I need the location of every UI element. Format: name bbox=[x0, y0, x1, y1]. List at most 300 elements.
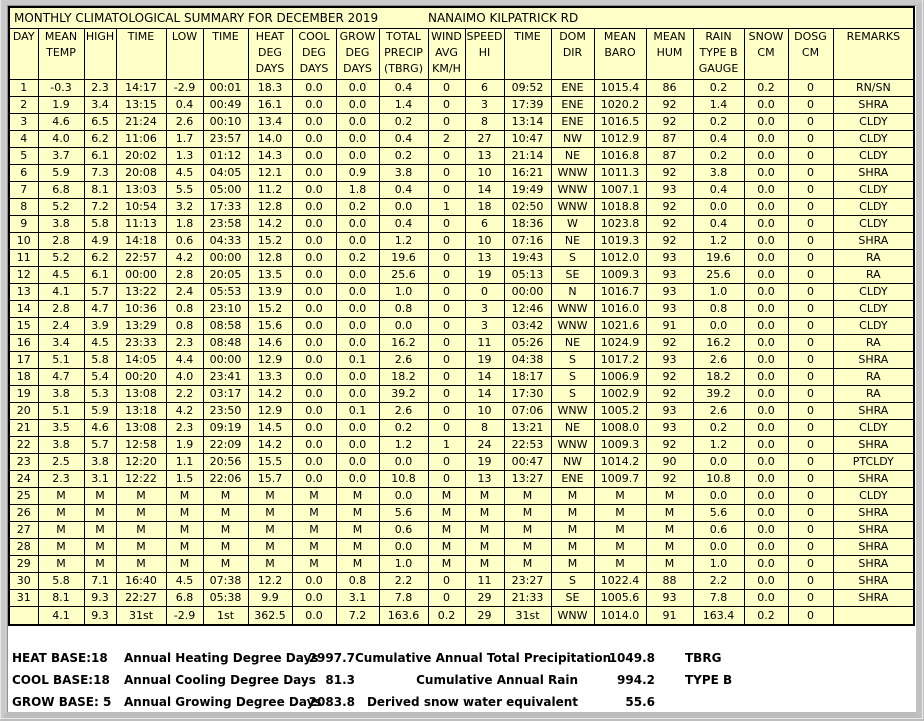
cell-snow-cm: 0.0 bbox=[744, 420, 788, 437]
cell-total-precip: 3.8 bbox=[379, 165, 428, 182]
cell-day: 30 bbox=[9, 573, 38, 590]
cell-remarks: CLDY bbox=[833, 148, 914, 165]
cell-wind-avg: 0 bbox=[428, 301, 465, 318]
col-header-line: SNOW bbox=[748, 30, 784, 43]
cell-day: 21 bbox=[9, 420, 38, 437]
cell-speed-hi: 19 bbox=[465, 454, 504, 471]
cell-high-time: 13:08 bbox=[116, 420, 166, 437]
cell-wind-avg: 0 bbox=[428, 352, 465, 369]
cell-day: 31 bbox=[9, 590, 38, 607]
col-header-line: HIGH bbox=[85, 30, 115, 43]
cell-rain-typeb: 0.2 bbox=[693, 114, 744, 131]
cell-mean-baro: 1011.3 bbox=[594, 165, 646, 182]
cell-grow-deg-days: 0.1 bbox=[336, 403, 379, 420]
cell-dosg-cm: 0 bbox=[788, 114, 833, 131]
cell-wind-avg: 0 bbox=[428, 233, 465, 250]
cell-low-time: 20:56 bbox=[203, 454, 248, 471]
cell-mean-baro: 1002.9 bbox=[594, 386, 646, 403]
cell-wind-avg: 0 bbox=[428, 216, 465, 233]
col-header-wind-avg bbox=[428, 29, 465, 80]
cell-rain-typeb: 1.2 bbox=[693, 233, 744, 250]
cell-high-time: 10:36 bbox=[116, 301, 166, 318]
cell-dosg-cm: 0 bbox=[788, 539, 833, 556]
cell-low: M bbox=[166, 556, 203, 573]
col-header-dom-dir bbox=[551, 29, 594, 80]
summary-high-time: 31st bbox=[116, 607, 166, 626]
cell-mean-temp: 2.3 bbox=[38, 471, 84, 488]
cell-dom-dir: WNW bbox=[551, 182, 594, 199]
col-header-high-time bbox=[116, 29, 166, 80]
day-row bbox=[9, 233, 914, 250]
cell-high-time: 22:27 bbox=[116, 590, 166, 607]
cell-mean-baro: 1024.9 bbox=[594, 335, 646, 352]
cell-wind-avg: 1 bbox=[428, 199, 465, 216]
cell-grow-deg-days: 0.0 bbox=[336, 437, 379, 454]
cell-high: 5.3 bbox=[84, 386, 116, 403]
cell-snow-cm: 0.0 bbox=[744, 199, 788, 216]
cell-remarks: CLDY bbox=[833, 182, 914, 199]
cell-cool-deg-days: 0.0 bbox=[292, 250, 336, 267]
cell-high-time: 13:08 bbox=[116, 386, 166, 403]
cell-snow-cm: 0.0 bbox=[744, 114, 788, 131]
cell-grow-deg-days: 0.0 bbox=[336, 80, 379, 97]
cell-cool-deg-days: 0.0 bbox=[292, 199, 336, 216]
summary-mean-hum: 91 bbox=[646, 607, 693, 626]
cell-day: 20 bbox=[9, 403, 38, 420]
cell-remarks: SHRA bbox=[833, 522, 914, 539]
cell-high-time: 00:20 bbox=[116, 369, 166, 386]
cell-wind-avg: 0 bbox=[428, 165, 465, 182]
cell-total-precip: 0.0 bbox=[379, 454, 428, 471]
day-row bbox=[9, 352, 914, 369]
cell-low-time: 05:53 bbox=[203, 284, 248, 301]
cell-cool-deg-days: 0.0 bbox=[292, 573, 336, 590]
cell-mean-hum: 92 bbox=[646, 165, 693, 182]
summary-day bbox=[9, 607, 38, 626]
cell-high-time: 13:18 bbox=[116, 403, 166, 420]
cell-mean-hum: 93 bbox=[646, 182, 693, 199]
cell-wind-avg: 0 bbox=[428, 420, 465, 437]
cell-low: 0.8 bbox=[166, 318, 203, 335]
cell-high: 4.5 bbox=[84, 335, 116, 352]
cell-speed-time: 21:33 bbox=[504, 590, 551, 607]
cell-remarks: SHRA bbox=[833, 556, 914, 573]
cell-high: 9.3 bbox=[84, 590, 116, 607]
cell-high-time: 14:17 bbox=[116, 80, 166, 97]
cell-grow-deg-days: 3.1 bbox=[336, 590, 379, 607]
cell-rain-typeb: 1.0 bbox=[693, 284, 744, 301]
annual-heating-value: 2997.7 bbox=[308, 651, 355, 665]
cell-low: 4.2 bbox=[166, 403, 203, 420]
cell-remarks: SHRA bbox=[833, 352, 914, 369]
cell-remarks: SHRA bbox=[833, 97, 914, 114]
cell-cool-deg-days: 0.0 bbox=[292, 80, 336, 97]
snow-water-value: 55.6 bbox=[625, 695, 655, 709]
snow-water-label: Derived snow water equivalent bbox=[366, 695, 578, 709]
cell-day: 17 bbox=[9, 352, 38, 369]
cumulative-rain-label: Cumulative Annual Rain bbox=[416, 673, 578, 687]
cell-low: 0.8 bbox=[166, 301, 203, 318]
cell-remarks: CLDY bbox=[833, 114, 914, 131]
cell-grow-deg-days: M bbox=[336, 522, 379, 539]
cell-day: 1 bbox=[9, 80, 38, 97]
cell-remarks: SHRA bbox=[833, 165, 914, 182]
cell-low-time: M bbox=[203, 505, 248, 522]
cell-remarks: SHRA bbox=[833, 471, 914, 488]
cell-mean-temp: 5.2 bbox=[38, 250, 84, 267]
cell-cool-deg-days: 0.0 bbox=[292, 216, 336, 233]
cell-heat-deg-days: 13.9 bbox=[248, 284, 292, 301]
cell-speed-time: 16:21 bbox=[504, 165, 551, 182]
cell-high-time: 12:22 bbox=[116, 471, 166, 488]
cell-cool-deg-days: M bbox=[292, 505, 336, 522]
cell-rain-typeb: 39.2 bbox=[693, 386, 744, 403]
cell-low: 0.4 bbox=[166, 97, 203, 114]
cell-heat-deg-days: 13.3 bbox=[248, 369, 292, 386]
cell-grow-deg-days: 0.0 bbox=[336, 369, 379, 386]
cell-mean-baro: 1018.8 bbox=[594, 199, 646, 216]
col-header-line: DAYS bbox=[299, 62, 329, 75]
cell-high: 3.1 bbox=[84, 471, 116, 488]
cell-speed-time: 22:53 bbox=[504, 437, 551, 454]
cell-low-time: 23:41 bbox=[203, 369, 248, 386]
day-row bbox=[9, 556, 914, 573]
cell-dom-dir: S bbox=[551, 386, 594, 403]
cell-mean-hum: 92 bbox=[646, 386, 693, 403]
cell-speed-time: M bbox=[504, 522, 551, 539]
cell-dosg-cm: 0 bbox=[788, 403, 833, 420]
cell-dom-dir: M bbox=[551, 556, 594, 573]
cell-high: 6.1 bbox=[84, 267, 116, 284]
cell-remarks: CLDY bbox=[833, 318, 914, 335]
cell-speed-time: 17:39 bbox=[504, 97, 551, 114]
cell-snow-cm: 0.0 bbox=[744, 505, 788, 522]
cell-grow-deg-days: 0.0 bbox=[336, 454, 379, 471]
cell-remarks: SHRA bbox=[833, 403, 914, 420]
cell-cool-deg-days: 0.0 bbox=[292, 590, 336, 607]
cell-low-time: 22:09 bbox=[203, 437, 248, 454]
cell-heat-deg-days: 14.2 bbox=[248, 386, 292, 403]
cell-speed-time: 19:43 bbox=[504, 250, 551, 267]
day-row bbox=[9, 471, 914, 488]
cell-total-precip: 1.2 bbox=[379, 437, 428, 454]
cell-mean-hum: 93 bbox=[646, 352, 693, 369]
cell-dom-dir: WNW bbox=[551, 318, 594, 335]
cell-dosg-cm: 0 bbox=[788, 97, 833, 114]
station-name: NANAIMO KILPATRICK RD bbox=[428, 11, 579, 25]
cell-grow-deg-days: 0.0 bbox=[336, 335, 379, 352]
cell-total-precip: 0.4 bbox=[379, 80, 428, 97]
cell-day: 12 bbox=[9, 267, 38, 284]
cell-mean-hum: 93 bbox=[646, 250, 693, 267]
cell-remarks: RN/SN bbox=[833, 80, 914, 97]
cell-mean-hum: 92 bbox=[646, 369, 693, 386]
cell-rain-typeb: 2.6 bbox=[693, 403, 744, 420]
cell-dosg-cm: 0 bbox=[788, 437, 833, 454]
cell-rain-typeb: 0.2 bbox=[693, 80, 744, 97]
cell-speed-time: 23:27 bbox=[504, 573, 551, 590]
cell-high: 5.8 bbox=[84, 352, 116, 369]
cell-total-precip: 18.2 bbox=[379, 369, 428, 386]
col-header-line: PRECIP bbox=[384, 46, 423, 59]
cell-remarks: RA bbox=[833, 386, 914, 403]
title-row bbox=[9, 7, 914, 29]
col-header-mean-hum bbox=[646, 29, 693, 80]
cell-speed-time: 21:14 bbox=[504, 148, 551, 165]
cell-low: M bbox=[166, 539, 203, 556]
cell-snow-cm: 0.0 bbox=[744, 318, 788, 335]
cell-rain-typeb: 0.0 bbox=[693, 454, 744, 471]
cell-wind-avg: 0 bbox=[428, 114, 465, 131]
heat-base-label: HEAT BASE:18 bbox=[12, 651, 108, 665]
cell-total-precip: 0.6 bbox=[379, 522, 428, 539]
cell-mean-baro: M bbox=[594, 539, 646, 556]
day-row bbox=[9, 590, 914, 607]
cell-mean-temp: 5.2 bbox=[38, 199, 84, 216]
col-header-line: WIND bbox=[431, 30, 462, 43]
cell-cool-deg-days: M bbox=[292, 522, 336, 539]
col-header-line: BARO bbox=[604, 46, 636, 59]
day-row bbox=[9, 148, 914, 165]
cell-high-time: 13:22 bbox=[116, 284, 166, 301]
cell-wind-avg: 0 bbox=[428, 97, 465, 114]
cell-wind-avg: 0 bbox=[428, 284, 465, 301]
cell-heat-deg-days: M bbox=[248, 505, 292, 522]
cell-dosg-cm: 0 bbox=[788, 284, 833, 301]
cell-mean-hum: M bbox=[646, 522, 693, 539]
cell-day: 6 bbox=[9, 165, 38, 182]
col-header-line: DIR bbox=[562, 46, 583, 59]
cell-mean-baro: 1006.9 bbox=[594, 369, 646, 386]
day-row bbox=[9, 182, 914, 199]
cell-low: 5.5 bbox=[166, 182, 203, 199]
cell-grow-deg-days: 0.2 bbox=[336, 250, 379, 267]
cell-speed-hi: 19 bbox=[465, 267, 504, 284]
summary-wind-avg: 0.2 bbox=[428, 607, 465, 626]
cell-total-precip: 0.4 bbox=[379, 182, 428, 199]
cell-total-precip: 0.4 bbox=[379, 216, 428, 233]
cell-dom-dir: NE bbox=[551, 335, 594, 352]
cell-heat-deg-days: 12.9 bbox=[248, 403, 292, 420]
day-row bbox=[9, 386, 914, 403]
cell-speed-time: 13:27 bbox=[504, 471, 551, 488]
cell-total-precip: 1.0 bbox=[379, 284, 428, 301]
report-title: MONTHLY CLIMATOLOGICAL SUMMARY FOR DECEMBER 2019 bbox=[14, 11, 379, 25]
cell-high: M bbox=[84, 522, 116, 539]
cell-rain-typeb: 3.8 bbox=[693, 165, 744, 182]
cell-low: 1.1 bbox=[166, 454, 203, 471]
cell-remarks: CLDY bbox=[833, 301, 914, 318]
col-header-line: SPEED bbox=[466, 30, 503, 43]
day-row bbox=[9, 488, 914, 505]
cell-mean-temp: 1.9 bbox=[38, 97, 84, 114]
cell-high: 4.9 bbox=[84, 233, 116, 250]
cell-total-precip: 0.0 bbox=[379, 199, 428, 216]
cell-dosg-cm: 0 bbox=[788, 386, 833, 403]
col-header-grow-deg-days bbox=[336, 29, 379, 80]
cell-grow-deg-days: 0.0 bbox=[336, 420, 379, 437]
cell-mean-baro: 1012.9 bbox=[594, 131, 646, 148]
cell-heat-deg-days: 9.9 bbox=[248, 590, 292, 607]
cell-mean-temp: 4.6 bbox=[38, 114, 84, 131]
cell-mean-baro: M bbox=[594, 522, 646, 539]
cell-remarks: SHRA bbox=[833, 437, 914, 454]
cell-mean-temp: 3.5 bbox=[38, 420, 84, 437]
cell-remarks: CLDY bbox=[833, 131, 914, 148]
cell-snow-cm: 0.0 bbox=[744, 250, 788, 267]
cell-total-precip: 0.0 bbox=[379, 318, 428, 335]
cell-remarks: SHRA bbox=[833, 539, 914, 556]
cell-mean-hum: 93 bbox=[646, 403, 693, 420]
cell-speed-hi: 18 bbox=[465, 199, 504, 216]
cell-mean-hum: 93 bbox=[646, 284, 693, 301]
cell-wind-avg: 0 bbox=[428, 318, 465, 335]
climate-summary-table bbox=[8, 6, 915, 626]
cell-speed-hi: M bbox=[465, 556, 504, 573]
cell-low-time: 05:38 bbox=[203, 590, 248, 607]
cell-total-precip: 2.2 bbox=[379, 573, 428, 590]
cell-wind-avg: 0 bbox=[428, 148, 465, 165]
cell-cool-deg-days: 0.0 bbox=[292, 148, 336, 165]
cell-speed-hi: 13 bbox=[465, 148, 504, 165]
cell-day: 25 bbox=[9, 488, 38, 505]
cell-heat-deg-days: 14.5 bbox=[248, 420, 292, 437]
cell-speed-hi: 10 bbox=[465, 165, 504, 182]
cell-high-time: 12:20 bbox=[116, 454, 166, 471]
cell-mean-hum: 91 bbox=[646, 318, 693, 335]
cell-high: 6.1 bbox=[84, 148, 116, 165]
cell-remarks: RA bbox=[833, 335, 914, 352]
cell-rain-typeb: 0.0 bbox=[693, 488, 744, 505]
cell-snow-cm: 0.0 bbox=[744, 233, 788, 250]
col-header-line: TIME bbox=[127, 30, 155, 43]
cell-day: 24 bbox=[9, 471, 38, 488]
cell-high: M bbox=[84, 505, 116, 522]
cell-heat-deg-days: 12.9 bbox=[248, 352, 292, 369]
summary-grow-deg-days: 7.2 bbox=[336, 607, 379, 626]
cell-mean-temp: M bbox=[38, 505, 84, 522]
cell-dosg-cm: 0 bbox=[788, 471, 833, 488]
cell-total-precip: 5.6 bbox=[379, 505, 428, 522]
summary-speed-hi: 29 bbox=[465, 607, 504, 626]
cell-rain-typeb: 0.0 bbox=[693, 539, 744, 556]
cell-speed-time: M bbox=[504, 488, 551, 505]
cell-total-precip: 0.0 bbox=[379, 488, 428, 505]
column-header-row bbox=[9, 29, 914, 80]
cell-cool-deg-days: 0.0 bbox=[292, 165, 336, 182]
cell-low: 1.3 bbox=[166, 148, 203, 165]
cell-low: 4.4 bbox=[166, 352, 203, 369]
cell-mean-baro: 1016.8 bbox=[594, 148, 646, 165]
cell-total-precip: 0.2 bbox=[379, 420, 428, 437]
cell-snow-cm: 0.0 bbox=[744, 386, 788, 403]
cell-high: 3.9 bbox=[84, 318, 116, 335]
cell-dom-dir: NE bbox=[551, 420, 594, 437]
cell-remarks: RA bbox=[833, 250, 914, 267]
cell-low-time: 09:19 bbox=[203, 420, 248, 437]
cell-mean-hum: 92 bbox=[646, 216, 693, 233]
col-header-line: MEAN bbox=[603, 30, 637, 43]
cell-low-time: 04:05 bbox=[203, 165, 248, 182]
cell-dom-dir: NW bbox=[551, 454, 594, 471]
cell-high: 6.2 bbox=[84, 131, 116, 148]
day-row bbox=[9, 165, 914, 182]
cell-wind-avg: 0 bbox=[428, 573, 465, 590]
cell-total-precip: 1.0 bbox=[379, 556, 428, 573]
col-header-low-time bbox=[203, 29, 248, 80]
cell-grow-deg-days: 0.0 bbox=[336, 216, 379, 233]
col-header-high bbox=[84, 29, 116, 80]
cell-speed-hi: 11 bbox=[465, 335, 504, 352]
cell-speed-hi: 0 bbox=[465, 284, 504, 301]
cell-total-precip: 0.2 bbox=[379, 148, 428, 165]
cell-high-time: 12:58 bbox=[116, 437, 166, 454]
precip-gauge-note: TBRG bbox=[685, 651, 722, 665]
cell-mean-baro: 1019.3 bbox=[594, 233, 646, 250]
cell-mean-hum: 92 bbox=[646, 335, 693, 352]
summary-low: -2.9 bbox=[166, 607, 203, 626]
cell-mean-temp: M bbox=[38, 488, 84, 505]
cell-high-time: 13:03 bbox=[116, 182, 166, 199]
cell-rain-typeb: 25.6 bbox=[693, 267, 744, 284]
summary-cool-deg-days: 0.0 bbox=[292, 607, 336, 626]
cell-day: 9 bbox=[9, 216, 38, 233]
cell-wind-avg: 1 bbox=[428, 437, 465, 454]
cell-remarks: SHRA bbox=[833, 573, 914, 590]
col-header-mean-baro bbox=[594, 29, 646, 80]
cell-speed-hi: 29 bbox=[465, 590, 504, 607]
cell-mean-hum: 92 bbox=[646, 233, 693, 250]
cell-mean-temp: 5.1 bbox=[38, 403, 84, 420]
cell-high-time: M bbox=[116, 556, 166, 573]
cell-mean-temp: 4.5 bbox=[38, 267, 84, 284]
cell-speed-hi: 11 bbox=[465, 573, 504, 590]
cell-rain-typeb: 0.4 bbox=[693, 216, 744, 233]
cell-mean-baro: 1016.7 bbox=[594, 284, 646, 301]
cell-cool-deg-days: 0.0 bbox=[292, 420, 336, 437]
cell-mean-temp: 5.8 bbox=[38, 573, 84, 590]
summary-low-time: 1st bbox=[203, 607, 248, 626]
cell-mean-temp: 2.4 bbox=[38, 318, 84, 335]
cell-dosg-cm: 0 bbox=[788, 199, 833, 216]
cell-speed-time: 00:47 bbox=[504, 454, 551, 471]
cell-total-precip: 7.8 bbox=[379, 590, 428, 607]
cell-speed-time: M bbox=[504, 539, 551, 556]
cell-rain-typeb: 0.4 bbox=[693, 131, 744, 148]
col-header-line: (TBRG) bbox=[383, 62, 423, 75]
cell-heat-deg-days: 12.8 bbox=[248, 199, 292, 216]
annual-summary-row-cool bbox=[8, 669, 915, 691]
cell-total-precip: 0.4 bbox=[379, 131, 428, 148]
summary-high: 9.3 bbox=[84, 607, 116, 626]
cell-speed-time: 13:14 bbox=[504, 114, 551, 131]
cell-mean-temp: 2.8 bbox=[38, 233, 84, 250]
cell-heat-deg-days: 16.1 bbox=[248, 97, 292, 114]
col-header-line: TEMP bbox=[46, 46, 76, 59]
cell-snow-cm: 0.0 bbox=[744, 403, 788, 420]
cell-cool-deg-days: 0.0 bbox=[292, 284, 336, 301]
cell-heat-deg-days: 13.4 bbox=[248, 114, 292, 131]
day-row bbox=[9, 216, 914, 233]
summary-mean-temp: 4.1 bbox=[38, 607, 84, 626]
col-header-line: DAYS bbox=[255, 62, 285, 75]
summary-mean-baro: 1014.0 bbox=[594, 607, 646, 626]
cell-cool-deg-days: 0.0 bbox=[292, 437, 336, 454]
day-row bbox=[9, 284, 914, 301]
cell-low-time: 04:33 bbox=[203, 233, 248, 250]
cell-dosg-cm: 0 bbox=[788, 267, 833, 284]
cell-remarks: RA bbox=[833, 267, 914, 284]
